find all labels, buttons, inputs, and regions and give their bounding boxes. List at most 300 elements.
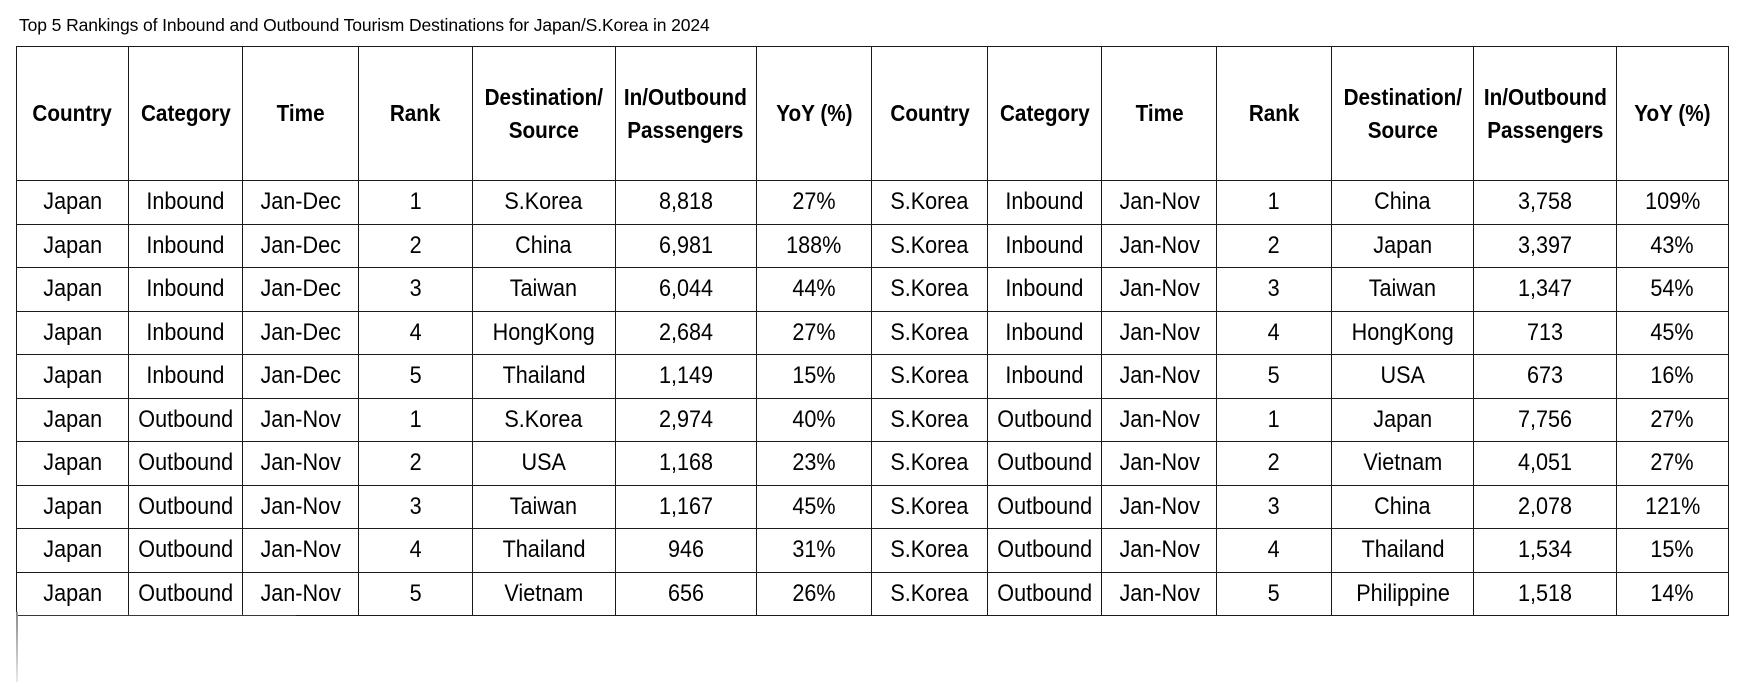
table-cell-value: 7,756 bbox=[1518, 405, 1573, 433]
table-cell bbox=[1331, 572, 1474, 616]
table-cell bbox=[1474, 485, 1617, 529]
table-cell bbox=[756, 572, 871, 616]
table-cell-value: 121% bbox=[1644, 492, 1701, 520]
table-cell bbox=[17, 529, 129, 573]
table-cell-value: China bbox=[515, 231, 572, 259]
table-cell-value: 6,044 bbox=[658, 275, 713, 303]
table-cell-value: Inbound bbox=[146, 188, 225, 216]
table-cell-value: Jan-Dec bbox=[260, 318, 341, 346]
table-cell-value: Inbound bbox=[146, 318, 225, 346]
table-cell-value: Thailand bbox=[502, 536, 586, 564]
table-cell bbox=[243, 268, 358, 312]
table-cell bbox=[17, 355, 129, 399]
table-cell-value: 3,758 bbox=[1518, 188, 1573, 216]
column-header bbox=[1474, 47, 1617, 181]
table-cell-value: Taiwan bbox=[510, 492, 578, 520]
table-cell bbox=[1474, 311, 1617, 355]
column-header-label: Destination/ Source bbox=[484, 83, 603, 143]
table-cell bbox=[243, 572, 358, 616]
table-cell bbox=[1474, 224, 1617, 268]
table-cell-value: Taiwan bbox=[1368, 275, 1437, 303]
column-header-label: YoY (%) bbox=[776, 100, 853, 126]
table-cell bbox=[129, 529, 243, 573]
table-cell bbox=[615, 398, 756, 442]
table-cell-value: 1 bbox=[409, 405, 422, 433]
table-cell bbox=[1474, 529, 1617, 573]
table-cell bbox=[872, 224, 987, 268]
column-header bbox=[756, 47, 871, 181]
table-cell bbox=[987, 224, 1101, 268]
table-cell bbox=[615, 442, 756, 486]
table-cell-value: Japan bbox=[43, 275, 102, 303]
table-cell bbox=[358, 485, 472, 529]
table-cell bbox=[243, 181, 358, 225]
table-cell bbox=[1474, 268, 1617, 312]
table-cell-value: Inbound bbox=[146, 231, 225, 259]
table-cell-value: Outbound bbox=[996, 449, 1092, 477]
table-cell bbox=[472, 442, 615, 486]
table-cell-value: HongKong bbox=[492, 318, 595, 346]
table-cell-value: Inbound bbox=[1005, 318, 1084, 346]
table-cell bbox=[1616, 442, 1728, 486]
table-cell bbox=[472, 181, 615, 225]
table-cell bbox=[1331, 485, 1474, 529]
table-cell bbox=[756, 181, 871, 225]
table-cell-value: 109% bbox=[1644, 188, 1701, 216]
table-cell bbox=[756, 311, 871, 355]
table-cell-value: 1,149 bbox=[658, 362, 713, 390]
column-header-label: YoY (%) bbox=[1634, 100, 1711, 126]
table-cell-value: Inbound bbox=[1005, 362, 1084, 390]
table-row bbox=[17, 181, 1729, 225]
table-cell-value: 3 bbox=[1268, 275, 1281, 303]
table-cell-value: Taiwan bbox=[510, 275, 578, 303]
table-cell-value: 14% bbox=[1650, 579, 1695, 607]
table-cell bbox=[472, 398, 615, 442]
column-header-label: In/Outbound Passengers bbox=[624, 83, 748, 143]
table-cell-value: 15% bbox=[792, 362, 836, 390]
table-cell-value: Vietnam bbox=[504, 579, 584, 607]
table-cell-value: 3,397 bbox=[1518, 231, 1573, 259]
table-cell bbox=[615, 181, 756, 225]
table-cell-value: China bbox=[1374, 492, 1431, 520]
table-cell-value: USA bbox=[521, 449, 566, 477]
table-cell bbox=[756, 442, 871, 486]
table-cell bbox=[1102, 355, 1217, 399]
table-cell-value: Jan-Nov bbox=[260, 449, 341, 477]
table-cell bbox=[1102, 398, 1217, 442]
table-cell-value: 2,684 bbox=[658, 318, 713, 346]
table-cell bbox=[129, 355, 243, 399]
table-cell-value: 2 bbox=[1268, 449, 1281, 477]
table-cell-value: Jan-Nov bbox=[1119, 275, 1200, 303]
table-cell-value: 27% bbox=[1650, 405, 1695, 433]
table-cell bbox=[756, 485, 871, 529]
column-header bbox=[243, 47, 358, 181]
column-header bbox=[17, 47, 129, 181]
table-cell-value: 31% bbox=[792, 536, 836, 564]
table-cell-value: Japan bbox=[43, 318, 102, 346]
table-cell bbox=[1616, 355, 1728, 399]
table-cell bbox=[615, 311, 756, 355]
table-cell bbox=[358, 311, 472, 355]
faded-border-line bbox=[16, 612, 18, 682]
table-cell-value: Outbound bbox=[138, 579, 234, 607]
table-cell bbox=[243, 224, 358, 268]
table-cell bbox=[17, 485, 129, 529]
table-cell bbox=[129, 181, 243, 225]
table-cell-value: 27% bbox=[792, 188, 836, 216]
table-cell-value: Jan-Nov bbox=[1119, 536, 1200, 564]
table-cell bbox=[1217, 311, 1331, 355]
table-cell bbox=[756, 355, 871, 399]
table-cell-value: 4,051 bbox=[1518, 449, 1573, 477]
table-cell bbox=[872, 398, 987, 442]
table-cell bbox=[1217, 398, 1331, 442]
table-cell-value: 43% bbox=[1650, 231, 1695, 259]
table-cell-value: 27% bbox=[1650, 449, 1695, 477]
table-cell bbox=[1616, 181, 1728, 225]
table-cell-value: 44% bbox=[792, 275, 836, 303]
table-cell-value: Thailand bbox=[502, 362, 586, 390]
table-cell bbox=[1474, 442, 1617, 486]
table-cell-value: Japan bbox=[43, 231, 102, 259]
table-cell bbox=[987, 311, 1101, 355]
table-cell-value: Vietnam bbox=[1363, 449, 1442, 477]
table-row bbox=[17, 224, 1729, 268]
table-cell-value: 1,534 bbox=[1518, 536, 1573, 564]
table-cell bbox=[129, 224, 243, 268]
table-cell-value: S.Korea bbox=[504, 405, 583, 433]
table-cell bbox=[243, 398, 358, 442]
table-cell-value: Outbound bbox=[996, 405, 1092, 433]
table-cell bbox=[1102, 485, 1217, 529]
table-cell-value: Japan bbox=[43, 362, 102, 390]
table-cell-value: S.Korea bbox=[890, 405, 969, 433]
table-cell bbox=[129, 398, 243, 442]
table-cell-value: 54% bbox=[1650, 275, 1695, 303]
table-cell bbox=[615, 268, 756, 312]
table-cell-value: 16% bbox=[1650, 362, 1695, 390]
table-cell-value: S.Korea bbox=[504, 188, 583, 216]
table-cell-value: Japan bbox=[43, 492, 102, 520]
table-cell-value: 2 bbox=[409, 231, 422, 259]
table-cell-value: 1,518 bbox=[1518, 579, 1573, 607]
table-cell bbox=[358, 572, 472, 616]
table-cell-value: Jan-Dec bbox=[260, 188, 341, 216]
table-cell bbox=[1102, 181, 1217, 225]
table-cell bbox=[756, 224, 871, 268]
table-cell-value: Philippine bbox=[1355, 579, 1450, 607]
table-cell bbox=[1217, 485, 1331, 529]
table-cell bbox=[1616, 268, 1728, 312]
table-cell-value: 5 bbox=[409, 579, 422, 607]
table-cell bbox=[1217, 268, 1331, 312]
table-cell-value: Jan-Nov bbox=[1119, 188, 1200, 216]
table-cell-value: Jan-Nov bbox=[1119, 579, 1200, 607]
table-cell bbox=[243, 485, 358, 529]
table-cell bbox=[1474, 572, 1617, 616]
column-header-label: Category bbox=[140, 100, 231, 126]
table-cell-value: Jan-Nov bbox=[1119, 318, 1200, 346]
rankings-table bbox=[16, 46, 1729, 616]
table-cell bbox=[1217, 572, 1331, 616]
table-cell bbox=[872, 529, 987, 573]
table-cell-value: 45% bbox=[1650, 318, 1695, 346]
table-cell-value: 15% bbox=[1650, 536, 1695, 564]
table-cell-value: 23% bbox=[792, 449, 836, 477]
table-cell-value: Outbound bbox=[138, 536, 234, 564]
table-cell bbox=[1331, 442, 1474, 486]
table-cell bbox=[358, 355, 472, 399]
table-cell-value: Jan-Nov bbox=[1119, 231, 1200, 259]
table-cell-value: Jan-Dec bbox=[260, 362, 341, 390]
table-cell bbox=[1616, 224, 1728, 268]
table-cell bbox=[1616, 311, 1728, 355]
table-cell-value: S.Korea bbox=[890, 188, 969, 216]
table-cell bbox=[243, 529, 358, 573]
table-row bbox=[17, 311, 1729, 355]
table-cell-value: 3 bbox=[409, 275, 422, 303]
table-cell-value: Inbound bbox=[146, 275, 225, 303]
table-cell-value: China bbox=[1374, 188, 1431, 216]
table-cell bbox=[472, 311, 615, 355]
column-header bbox=[615, 47, 756, 181]
table-cell bbox=[1102, 311, 1217, 355]
table-cell bbox=[472, 529, 615, 573]
table-cell-value: 5 bbox=[409, 362, 422, 390]
table-cell-value: Thailand bbox=[1361, 536, 1444, 564]
table-cell bbox=[1616, 398, 1728, 442]
table-cell-value: 1,167 bbox=[658, 492, 713, 520]
table-cell-value: Jan-Nov bbox=[1119, 449, 1200, 477]
table-cell bbox=[129, 268, 243, 312]
table-cell bbox=[17, 442, 129, 486]
table-cell bbox=[1331, 355, 1474, 399]
table-cell bbox=[872, 181, 987, 225]
column-header bbox=[472, 47, 615, 181]
table-cell bbox=[872, 442, 987, 486]
table-cell-value: Jan-Nov bbox=[260, 492, 341, 520]
table-cell bbox=[1474, 398, 1617, 442]
table-cell bbox=[358, 529, 472, 573]
table-cell-value: Japan bbox=[1373, 231, 1432, 259]
column-header-label: Time bbox=[276, 100, 325, 126]
table-cell-value: Jan-Nov bbox=[1119, 362, 1200, 390]
table-cell-value: 2 bbox=[1268, 231, 1281, 259]
table-cell bbox=[872, 311, 987, 355]
table-cell-value: 5 bbox=[1268, 362, 1281, 390]
table-cell-value: 946 bbox=[667, 536, 704, 564]
table-cell bbox=[358, 268, 472, 312]
column-header bbox=[872, 47, 987, 181]
table-cell bbox=[756, 268, 871, 312]
table-cell bbox=[987, 355, 1101, 399]
table-cell-value: HongKong bbox=[1351, 318, 1454, 346]
table-cell-value: 27% bbox=[792, 318, 836, 346]
table-cell-value: S.Korea bbox=[890, 362, 969, 390]
table-cell-value: 656 bbox=[667, 579, 704, 607]
table-cell-value: Outbound bbox=[138, 449, 234, 477]
column-header bbox=[358, 47, 472, 181]
table-cell-value: USA bbox=[1380, 362, 1425, 390]
table-cell bbox=[358, 224, 472, 268]
table-cell-value: S.Korea bbox=[890, 492, 969, 520]
table-cell bbox=[987, 529, 1101, 573]
table-cell-value: Jan-Nov bbox=[1119, 405, 1200, 433]
table-cell-value: Jan-Dec bbox=[260, 275, 341, 303]
table-cell bbox=[358, 442, 472, 486]
table-cell bbox=[1217, 181, 1331, 225]
table-cell-value: 2,078 bbox=[1518, 492, 1573, 520]
table-cell-value: 4 bbox=[1268, 318, 1281, 346]
table-row bbox=[17, 355, 1729, 399]
table-cell bbox=[472, 485, 615, 529]
table-cell bbox=[872, 485, 987, 529]
table-cell bbox=[358, 398, 472, 442]
table-cell-value: Inbound bbox=[146, 362, 225, 390]
header-row bbox=[17, 47, 1729, 181]
table-cell bbox=[615, 572, 756, 616]
table-cell-value: 188% bbox=[786, 231, 842, 259]
table-cell bbox=[872, 355, 987, 399]
table-cell bbox=[987, 485, 1101, 529]
table-cell bbox=[17, 181, 129, 225]
table-row bbox=[17, 572, 1729, 616]
table-cell bbox=[129, 442, 243, 486]
table-cell-value: 2 bbox=[409, 449, 422, 477]
table-cell bbox=[1616, 485, 1728, 529]
column-header-label: Destination/ Source bbox=[1343, 83, 1462, 143]
table-cell-value: 4 bbox=[1268, 536, 1281, 564]
table-row bbox=[17, 398, 1729, 442]
column-header bbox=[1331, 47, 1474, 181]
table-cell bbox=[615, 355, 756, 399]
table-cell-value: 2,974 bbox=[658, 405, 713, 433]
table-cell-value: S.Korea bbox=[890, 536, 969, 564]
table-row bbox=[17, 529, 1729, 573]
table-cell bbox=[1102, 442, 1217, 486]
table-cell bbox=[243, 355, 358, 399]
table-cell-value: 1,168 bbox=[658, 449, 713, 477]
table-cell bbox=[129, 572, 243, 616]
table-cell bbox=[243, 311, 358, 355]
table-cell-value: Jan-Dec bbox=[260, 231, 341, 259]
table-cell-value: Jan-Nov bbox=[1119, 492, 1200, 520]
table-cell bbox=[129, 311, 243, 355]
table-cell-value: 1 bbox=[1268, 405, 1281, 433]
table-cell-value: S.Korea bbox=[890, 275, 969, 303]
table-cell bbox=[1331, 268, 1474, 312]
table-cell bbox=[987, 572, 1101, 616]
column-header-label: In/Outbound Passengers bbox=[1483, 83, 1607, 143]
table-cell bbox=[1474, 355, 1617, 399]
table-cell-value: Jan-Nov bbox=[260, 536, 341, 564]
table-body bbox=[17, 181, 1729, 616]
table-cell bbox=[1331, 181, 1474, 225]
column-header-label: Country bbox=[32, 100, 113, 126]
table-cell-value: 5 bbox=[1268, 579, 1281, 607]
table-row bbox=[17, 485, 1729, 529]
table-cell-value: Outbound bbox=[996, 536, 1092, 564]
table-cell-value: 8,818 bbox=[658, 188, 713, 216]
table-cell bbox=[1102, 572, 1217, 616]
table-cell-value: Outbound bbox=[138, 405, 234, 433]
table-cell-value: Inbound bbox=[1005, 231, 1084, 259]
column-header-label: Rank bbox=[390, 100, 441, 126]
table-cell bbox=[17, 398, 129, 442]
table-cell bbox=[1331, 529, 1474, 573]
table-cell-value: 3 bbox=[409, 492, 422, 520]
table-cell bbox=[872, 572, 987, 616]
column-header bbox=[1217, 47, 1331, 181]
table-cell-value: S.Korea bbox=[890, 579, 969, 607]
table-cell bbox=[987, 398, 1101, 442]
table-cell-value: Japan bbox=[43, 405, 102, 433]
column-header-label: Category bbox=[999, 100, 1090, 126]
table-cell bbox=[129, 485, 243, 529]
table-cell bbox=[17, 224, 129, 268]
table-cell-value: S.Korea bbox=[890, 449, 969, 477]
table-cell bbox=[472, 224, 615, 268]
table-cell bbox=[1102, 224, 1217, 268]
table-cell bbox=[1217, 224, 1331, 268]
table-cell-value: 673 bbox=[1527, 362, 1564, 390]
table-cell bbox=[1474, 181, 1617, 225]
table-cell bbox=[17, 572, 129, 616]
table-cell-value: 1 bbox=[409, 188, 422, 216]
table-cell-value: Japan bbox=[43, 579, 102, 607]
table-cell bbox=[987, 181, 1101, 225]
table-row bbox=[17, 268, 1729, 312]
table-cell bbox=[1616, 572, 1728, 616]
table-cell bbox=[872, 268, 987, 312]
table-cell bbox=[1217, 529, 1331, 573]
column-header-label: Country bbox=[889, 100, 970, 126]
table-cell-value: 4 bbox=[409, 536, 422, 564]
table-cell-value: 40% bbox=[792, 405, 836, 433]
table-cell-value: Jan-Nov bbox=[260, 405, 341, 433]
table-cell bbox=[1331, 311, 1474, 355]
column-header bbox=[129, 47, 243, 181]
table-cell-value: 6,981 bbox=[658, 231, 713, 259]
table-cell bbox=[358, 181, 472, 225]
table-cell bbox=[17, 311, 129, 355]
table-cell bbox=[1616, 529, 1728, 573]
table-cell-value: 45% bbox=[792, 492, 836, 520]
table-cell-value: Outbound bbox=[138, 492, 234, 520]
table-cell bbox=[615, 529, 756, 573]
table-cell-value: Japan bbox=[43, 449, 102, 477]
table-cell bbox=[472, 572, 615, 616]
table-cell-value: 3 bbox=[1268, 492, 1281, 520]
table-cell bbox=[1331, 224, 1474, 268]
table-cell bbox=[1102, 268, 1217, 312]
table-cell-value: 26% bbox=[792, 579, 836, 607]
table-cell bbox=[1217, 355, 1331, 399]
table-row bbox=[17, 442, 1729, 486]
table-cell-value: Japan bbox=[1373, 405, 1432, 433]
faded-corner bbox=[16, 612, 296, 680]
table-title: Top 5 Rankings of Inbound and Outbound Tourism Destinations for Japan/S.Korea in 2024 bbox=[19, 15, 710, 35]
table-cell-value: Japan bbox=[43, 188, 102, 216]
column-header bbox=[987, 47, 1101, 181]
column-header-label: Time bbox=[1135, 100, 1184, 126]
table-cell-value: 1,347 bbox=[1518, 275, 1573, 303]
table-cell bbox=[756, 529, 871, 573]
table-cell bbox=[1102, 529, 1217, 573]
column-header bbox=[1616, 47, 1728, 181]
